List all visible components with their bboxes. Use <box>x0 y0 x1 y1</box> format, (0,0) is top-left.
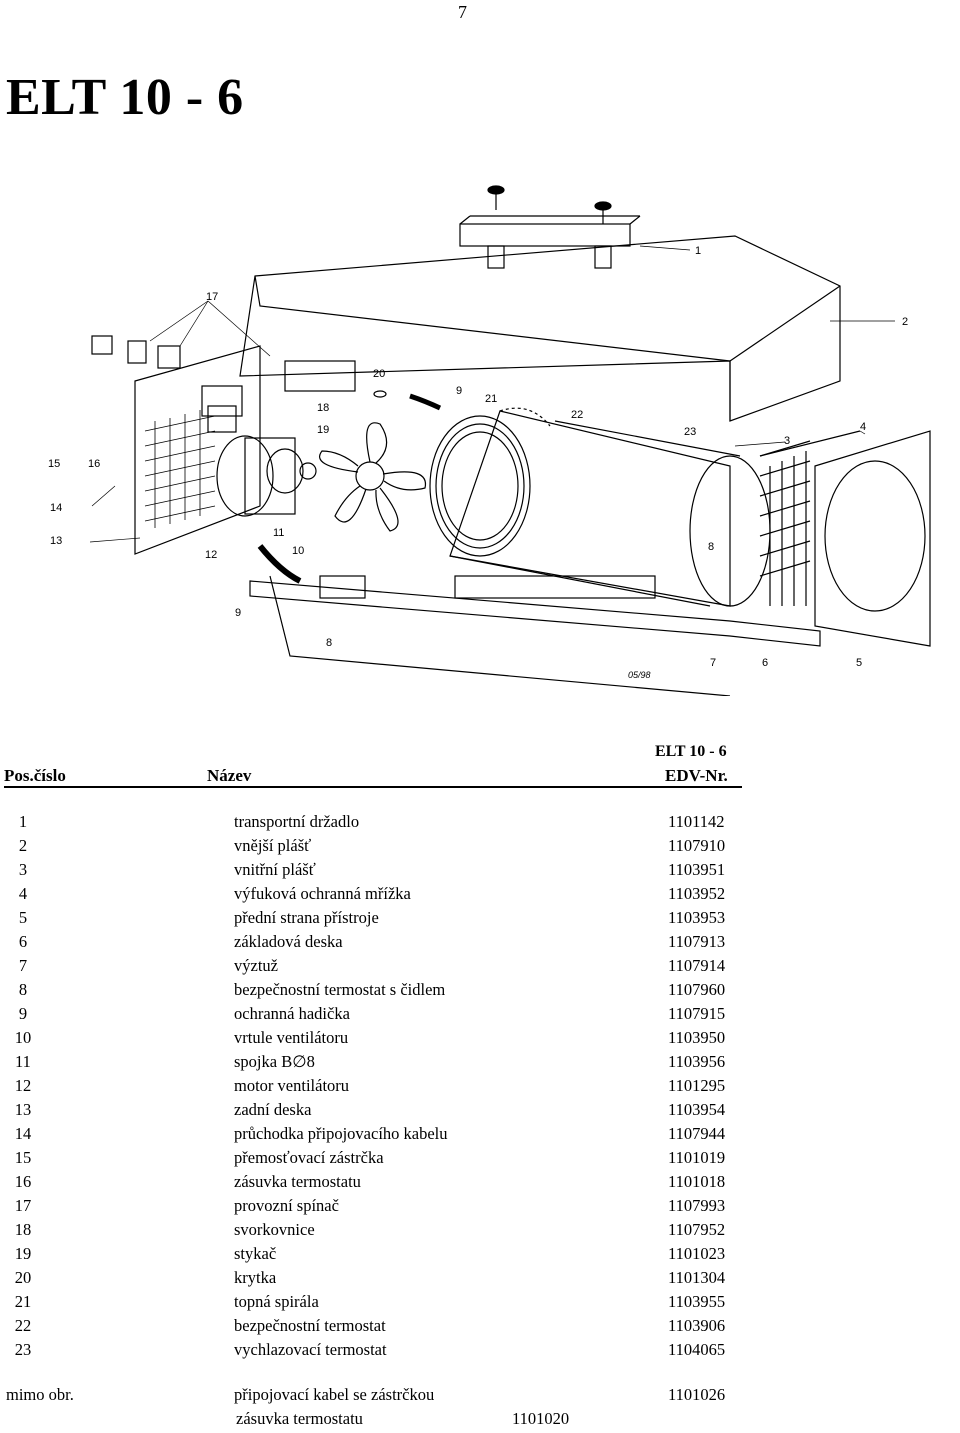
part-code: 1103955 <box>668 1292 726 1311</box>
part-code: 1107952 <box>668 1220 726 1239</box>
part-row <box>0 1340 960 1364</box>
part-code: 1107914 <box>668 956 726 975</box>
part-row <box>0 1052 960 1076</box>
part-code: 1101142 <box>668 812 725 831</box>
part-number: 7 <box>18 956 28 975</box>
callout-label: 3 <box>784 435 791 447</box>
part-row <box>0 932 960 956</box>
extra-row <box>0 1385 960 1409</box>
front-panel-part <box>815 431 930 646</box>
part-name: vnitřní plášť <box>234 860 316 879</box>
part-name: výztuž <box>234 956 278 975</box>
part-row <box>0 908 960 932</box>
part-code: 1103951 <box>668 860 726 879</box>
part-number: 12 <box>14 1076 32 1095</box>
part-name: zásuvka termostatu <box>234 1172 361 1191</box>
part-number: 4 <box>18 884 28 903</box>
callout-label: 23 <box>684 426 697 438</box>
part-name: bezpečnostní termostat s čidlem <box>234 980 446 999</box>
callout-label: 8 <box>326 637 333 649</box>
callout-label: 15 <box>48 458 61 470</box>
header-edv: EDV-Nr. <box>665 766 728 785</box>
part-number: 10 <box>14 1028 32 1047</box>
part-name: provozní spínač <box>234 1196 339 1215</box>
part-name: průchodka připojovacího kabelu <box>234 1124 448 1143</box>
fan-propeller-part <box>320 423 426 531</box>
part-name: základová deska <box>234 932 343 951</box>
callout-label: 16 <box>88 458 101 470</box>
part-row <box>0 1124 960 1148</box>
table-model-label: ELT 10 - 6 <box>655 743 727 760</box>
extra-code: 1101020 <box>512 1409 570 1428</box>
header-name: Název <box>207 766 252 785</box>
part-name: ochranná hadička <box>234 1004 350 1023</box>
part-row <box>0 956 960 980</box>
extra-name: připojovací kabel se zástrčkou <box>234 1385 435 1404</box>
callout-label: 8 <box>708 541 715 553</box>
callout-label: 9 <box>235 607 242 619</box>
part-number: 17 <box>14 1196 32 1215</box>
part-number: 18 <box>14 1220 32 1239</box>
parts-list <box>0 812 960 1364</box>
part-name: krytka <box>234 1268 277 1287</box>
part-row <box>0 980 960 1004</box>
outer-casing-part <box>240 236 840 421</box>
part-number: 6 <box>18 932 28 951</box>
callout-label: 12 <box>205 549 218 561</box>
part-name: transportní držadlo <box>234 812 360 831</box>
part-name: bezpečnostní termostat <box>234 1316 386 1335</box>
part-number: 3 <box>18 860 28 879</box>
base-plate-part <box>250 576 820 696</box>
fan-motor-part <box>217 436 316 516</box>
callout-label: 14 <box>50 502 63 514</box>
header-rule <box>4 786 742 788</box>
part-code: 1107944 <box>668 1124 726 1143</box>
part-code: 1107910 <box>668 836 726 855</box>
callout-label: 4 <box>860 421 867 433</box>
part-row <box>0 1220 960 1244</box>
part-code: 1101018 <box>668 1172 726 1191</box>
part-number: 20 <box>14 1268 32 1287</box>
part-code: 1103952 <box>668 884 726 903</box>
part-code: 1103953 <box>668 908 726 927</box>
part-row <box>0 860 960 884</box>
part-row <box>0 1028 960 1052</box>
part-row <box>0 1004 960 1028</box>
part-code: 1107915 <box>668 1004 726 1023</box>
part-number: 13 <box>14 1100 32 1119</box>
callout-label: 5 <box>856 657 863 669</box>
part-number: 11 <box>15 1052 31 1071</box>
part-row <box>0 836 960 860</box>
part-name: stykač <box>234 1244 277 1263</box>
part-number: 5 <box>18 908 28 927</box>
drawing-date-stamp: 05/98 <box>628 670 651 680</box>
part-name: vnější plášť <box>234 836 312 855</box>
part-name: zadní deska <box>234 1100 312 1119</box>
part-row <box>0 812 960 836</box>
part-number: 16 <box>14 1172 32 1191</box>
callout-label: 17 <box>206 291 219 303</box>
part-code: 1107960 <box>668 980 726 999</box>
part-name: výfuková ochranná mřížka <box>234 884 411 903</box>
extra-row <box>0 1409 960 1433</box>
part-row <box>0 1076 960 1100</box>
part-name: svorkovnice <box>234 1220 315 1239</box>
part-code: 1101295 <box>668 1076 726 1095</box>
switch-assembly-part <box>92 336 386 432</box>
part-number: 22 <box>14 1316 32 1335</box>
extra-code: 1101026 <box>668 1385 726 1404</box>
part-code: 1101023 <box>668 1244 726 1263</box>
part-code: 1101304 <box>668 1268 726 1287</box>
part-name: vrtule ventilátoru <box>234 1028 349 1047</box>
part-code: 1107913 <box>668 932 726 951</box>
part-code: 1103950 <box>668 1028 726 1047</box>
rear-panel-part <box>135 346 260 554</box>
part-name: spojka B∅8 <box>234 1052 315 1071</box>
part-name: přemosťovací zástrčka <box>234 1148 384 1167</box>
part-name: přední strana přístroje <box>234 908 379 927</box>
callout-label: 11 <box>273 527 285 539</box>
part-number: 15 <box>14 1148 32 1167</box>
part-number: 14 <box>14 1124 32 1143</box>
callout-label: 6 <box>762 657 769 669</box>
callout-label: 7 <box>710 657 717 669</box>
part-number: 9 <box>18 1004 28 1023</box>
extra-label: mimo obr. <box>6 1385 74 1404</box>
extra-name: zásuvka termostatu <box>236 1409 363 1428</box>
part-row <box>0 1148 960 1172</box>
part-row <box>0 884 960 908</box>
callout-label: 2 <box>902 316 909 328</box>
callout-label: 21 <box>485 393 498 405</box>
part-code: 1103906 <box>668 1316 726 1335</box>
page-number: 7 <box>458 2 467 22</box>
part-row <box>0 1292 960 1316</box>
part-code: 1101019 <box>668 1148 726 1167</box>
callout-label: 19 <box>317 424 330 436</box>
part-row <box>0 1100 960 1124</box>
exploded-view-diagram <box>30 176 960 696</box>
part-number: 23 <box>14 1340 32 1359</box>
part-name: motor ventilátoru <box>234 1076 350 1095</box>
part-row <box>0 1316 960 1340</box>
page-title: ELT 10 - 6 <box>6 69 244 126</box>
transport-handle-part <box>460 186 640 268</box>
part-number: 21 <box>14 1292 32 1311</box>
part-code: 1103956 <box>668 1052 726 1071</box>
part-name: vychlazovací termostat <box>234 1340 387 1359</box>
part-number: 19 <box>14 1244 32 1263</box>
part-number: 2 <box>18 836 28 855</box>
callout-label: 22 <box>571 409 584 421</box>
callout-label: 18 <box>317 402 330 414</box>
callout-label: 10 <box>292 545 305 557</box>
part-code: 1104065 <box>668 1340 726 1359</box>
part-code: 1107993 <box>668 1196 726 1215</box>
part-number: 1 <box>18 812 28 831</box>
part-name: topná spirála <box>234 1292 319 1311</box>
thermostat-part <box>260 396 440 598</box>
part-row <box>0 1172 960 1196</box>
part-code: 1103954 <box>668 1100 726 1119</box>
callout-label: 13 <box>50 535 63 547</box>
part-row <box>0 1268 960 1292</box>
part-number: 8 <box>18 980 28 999</box>
callout-label: 1 <box>695 245 702 257</box>
part-row <box>0 1196 960 1220</box>
part-row <box>0 1244 960 1268</box>
callout-label: 20 <box>373 368 386 380</box>
header-pos: Pos.číslo <box>4 766 66 785</box>
callout-label: 9 <box>456 385 463 397</box>
